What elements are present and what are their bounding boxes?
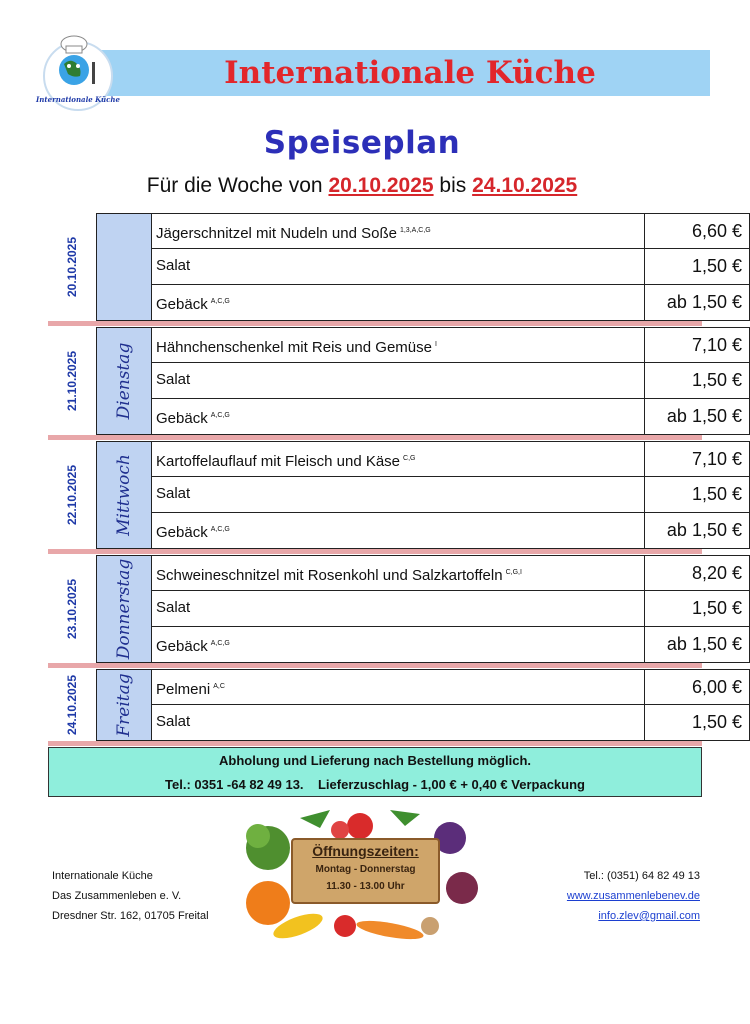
weekday-cell [96, 441, 151, 549]
allergen-codes: C,G [403, 455, 416, 462]
menu-item-cell [152, 556, 645, 590]
allergen-codes: A,C,G [210, 412, 230, 419]
day-date: 23.10.2025 [65, 578, 79, 640]
menu-item-cell [152, 249, 645, 284]
menu-item-row [151, 363, 750, 399]
opening-hours-heading: Öffnungszeiten: [312, 843, 419, 859]
weekday-cell [96, 669, 151, 741]
allergen-codes: A,C,G [210, 526, 230, 533]
menu-item-row [151, 591, 750, 627]
day-block [48, 213, 742, 326]
footer-phone: Tel.: (0351) 64 82 49 13 [583, 870, 700, 882]
weekday-label: Freitag [114, 673, 134, 737]
menu-item-price: ab 1,50 € [666, 520, 742, 540]
day-block [48, 327, 742, 440]
weekday-cell [96, 555, 151, 663]
footer-address [52, 866, 209, 926]
menu-item-cell [152, 477, 645, 512]
day-block [48, 669, 742, 746]
menu-item-cell [152, 442, 645, 476]
day-date-cell [48, 555, 96, 663]
allergen-codes: I [434, 341, 437, 348]
menu-item-cell [152, 285, 645, 320]
menu-item-name: Salat [156, 257, 191, 274]
menu-item-row [151, 705, 750, 741]
day-date-cell [48, 213, 96, 321]
day-block [48, 441, 742, 554]
menu-item-price: 6,60 € [691, 221, 742, 241]
footer-contact [567, 866, 700, 926]
menu-item-cell [152, 513, 645, 548]
brand-title: Internationale Küche [224, 55, 596, 91]
day-block [48, 555, 742, 668]
day-date: 24.10.2025 [65, 674, 79, 736]
menu-item-cell [152, 399, 645, 434]
week-end-date: 24.10.2025 [472, 174, 578, 197]
logo-text: Internationale Küche [36, 95, 120, 104]
allergen-codes: 1,3,A,C,G [399, 227, 431, 234]
week-mid: bis [439, 174, 467, 197]
allergen-codes: A,C,G [210, 298, 230, 305]
allergen-codes: A,C,G [210, 640, 230, 647]
menu-item-price: 1,50 € [691, 712, 742, 732]
menu-item-row [151, 669, 750, 705]
menu-item-name: Kartoffelauflauf mit Fleisch und Käse [156, 453, 401, 470]
menu-item-name: Pelmeni [156, 681, 211, 698]
menu-item-name: Salat [156, 713, 191, 730]
menu-item-price: 1,50 € [691, 370, 742, 390]
delivery-notice [48, 747, 702, 797]
week-start-date: 20.10.2025 [328, 174, 434, 197]
notice-line-2: Tel.: 0351 -64 82 49 13. Lieferzuschlag - 1,00 € + 0,40 € Verpackung [165, 777, 585, 792]
menu-item-name: Schweineschnitzel mit Rosenkohl und Salzkartoffeln [156, 567, 503, 584]
menu-item-cell [152, 591, 645, 626]
menu-item-name: Gebäck [156, 524, 208, 541]
weekday-label: Mittwoch [114, 454, 134, 536]
menu-item-row [151, 627, 750, 663]
menu-item-cell [152, 627, 645, 662]
menu-item-price: 1,50 € [691, 484, 742, 504]
menu-item-price: 1,50 € [691, 598, 742, 618]
menu-item-cell [152, 705, 645, 740]
menu-item-cell [152, 363, 645, 398]
menu-item-cell [152, 328, 645, 362]
menu-item-row [151, 441, 750, 477]
menu-item-row [151, 399, 750, 435]
menu-item-price: 6,00 € [691, 677, 742, 697]
allergen-codes: C,G,I [505, 569, 522, 576]
menu-item-row [151, 213, 750, 249]
menu-item-price: ab 1,50 € [666, 406, 742, 426]
day-date-cell [48, 441, 96, 549]
day-date-cell [48, 327, 96, 435]
menu-item-name: Salat [156, 485, 191, 502]
weekday-cell [96, 213, 151, 321]
menu-item-row [151, 477, 750, 513]
menu-item-cell [152, 670, 645, 704]
opening-hours-days: Montag - Donnerstag [315, 864, 416, 875]
page-title: Speiseplan [263, 125, 461, 161]
day-date-cell [48, 669, 96, 741]
week-range [0, 174, 724, 198]
menu-item-row [151, 285, 750, 321]
footer-org-association: Das Zusammenleben e. V. [52, 890, 182, 902]
menu-item-name: Salat [156, 371, 191, 388]
menu-item-price: 7,10 € [691, 335, 742, 355]
footer-website-link[interactable]: www.zusammenlebenev.de [566, 890, 700, 902]
menu-item-price: ab 1,50 € [666, 634, 742, 654]
menu-item-name: Jägerschnitzel mit Nudeln und Soße [156, 225, 397, 242]
opening-hours-sign [291, 838, 440, 904]
menu-item-name: Gebäck [156, 410, 208, 427]
footer-email-link[interactable]: info.zlev@gmail.com [598, 910, 700, 922]
menu-item-row [151, 555, 750, 591]
notice-line-1: Abholung und Lieferung nach Bestellung möglich. [219, 753, 531, 768]
day-date: 20.10.2025 [65, 236, 79, 298]
day-date: 22.10.2025 [65, 464, 79, 526]
weekday-cell [96, 327, 151, 435]
footer-org-name: Internationale Küche [52, 870, 153, 882]
menu-item-name: Gebäck [156, 296, 208, 313]
chef-globe-logo [36, 32, 120, 112]
weekday-label: Dienstag [114, 342, 134, 420]
allergen-codes: A,C [213, 683, 225, 690]
menu-item-cell [152, 214, 645, 248]
menu-item-price: ab 1,50 € [666, 292, 742, 312]
menu-item-row [151, 249, 750, 285]
opening-hours-time: 11.30 - 13.00 Uhr [326, 881, 405, 892]
weekday-label: Donnerstag [114, 558, 134, 660]
menu-item-row [151, 513, 750, 549]
week-prefix: Für die Woche von [146, 174, 323, 197]
menu-item-price: 1,50 € [691, 256, 742, 276]
menu-item-name: Salat [156, 599, 191, 616]
menu-item-name: Hähnchenschenkel mit Reis und Gemüse [156, 339, 432, 356]
menu-item-name: Gebäck [156, 638, 208, 655]
footer-org-street: Dresdner Str. 162, 01705 Freital [52, 910, 209, 922]
day-date: 21.10.2025 [65, 350, 79, 412]
menu-item-price: 7,10 € [691, 449, 742, 469]
menu-item-row [151, 327, 750, 363]
menu-item-price: 8,20 € [691, 563, 742, 583]
